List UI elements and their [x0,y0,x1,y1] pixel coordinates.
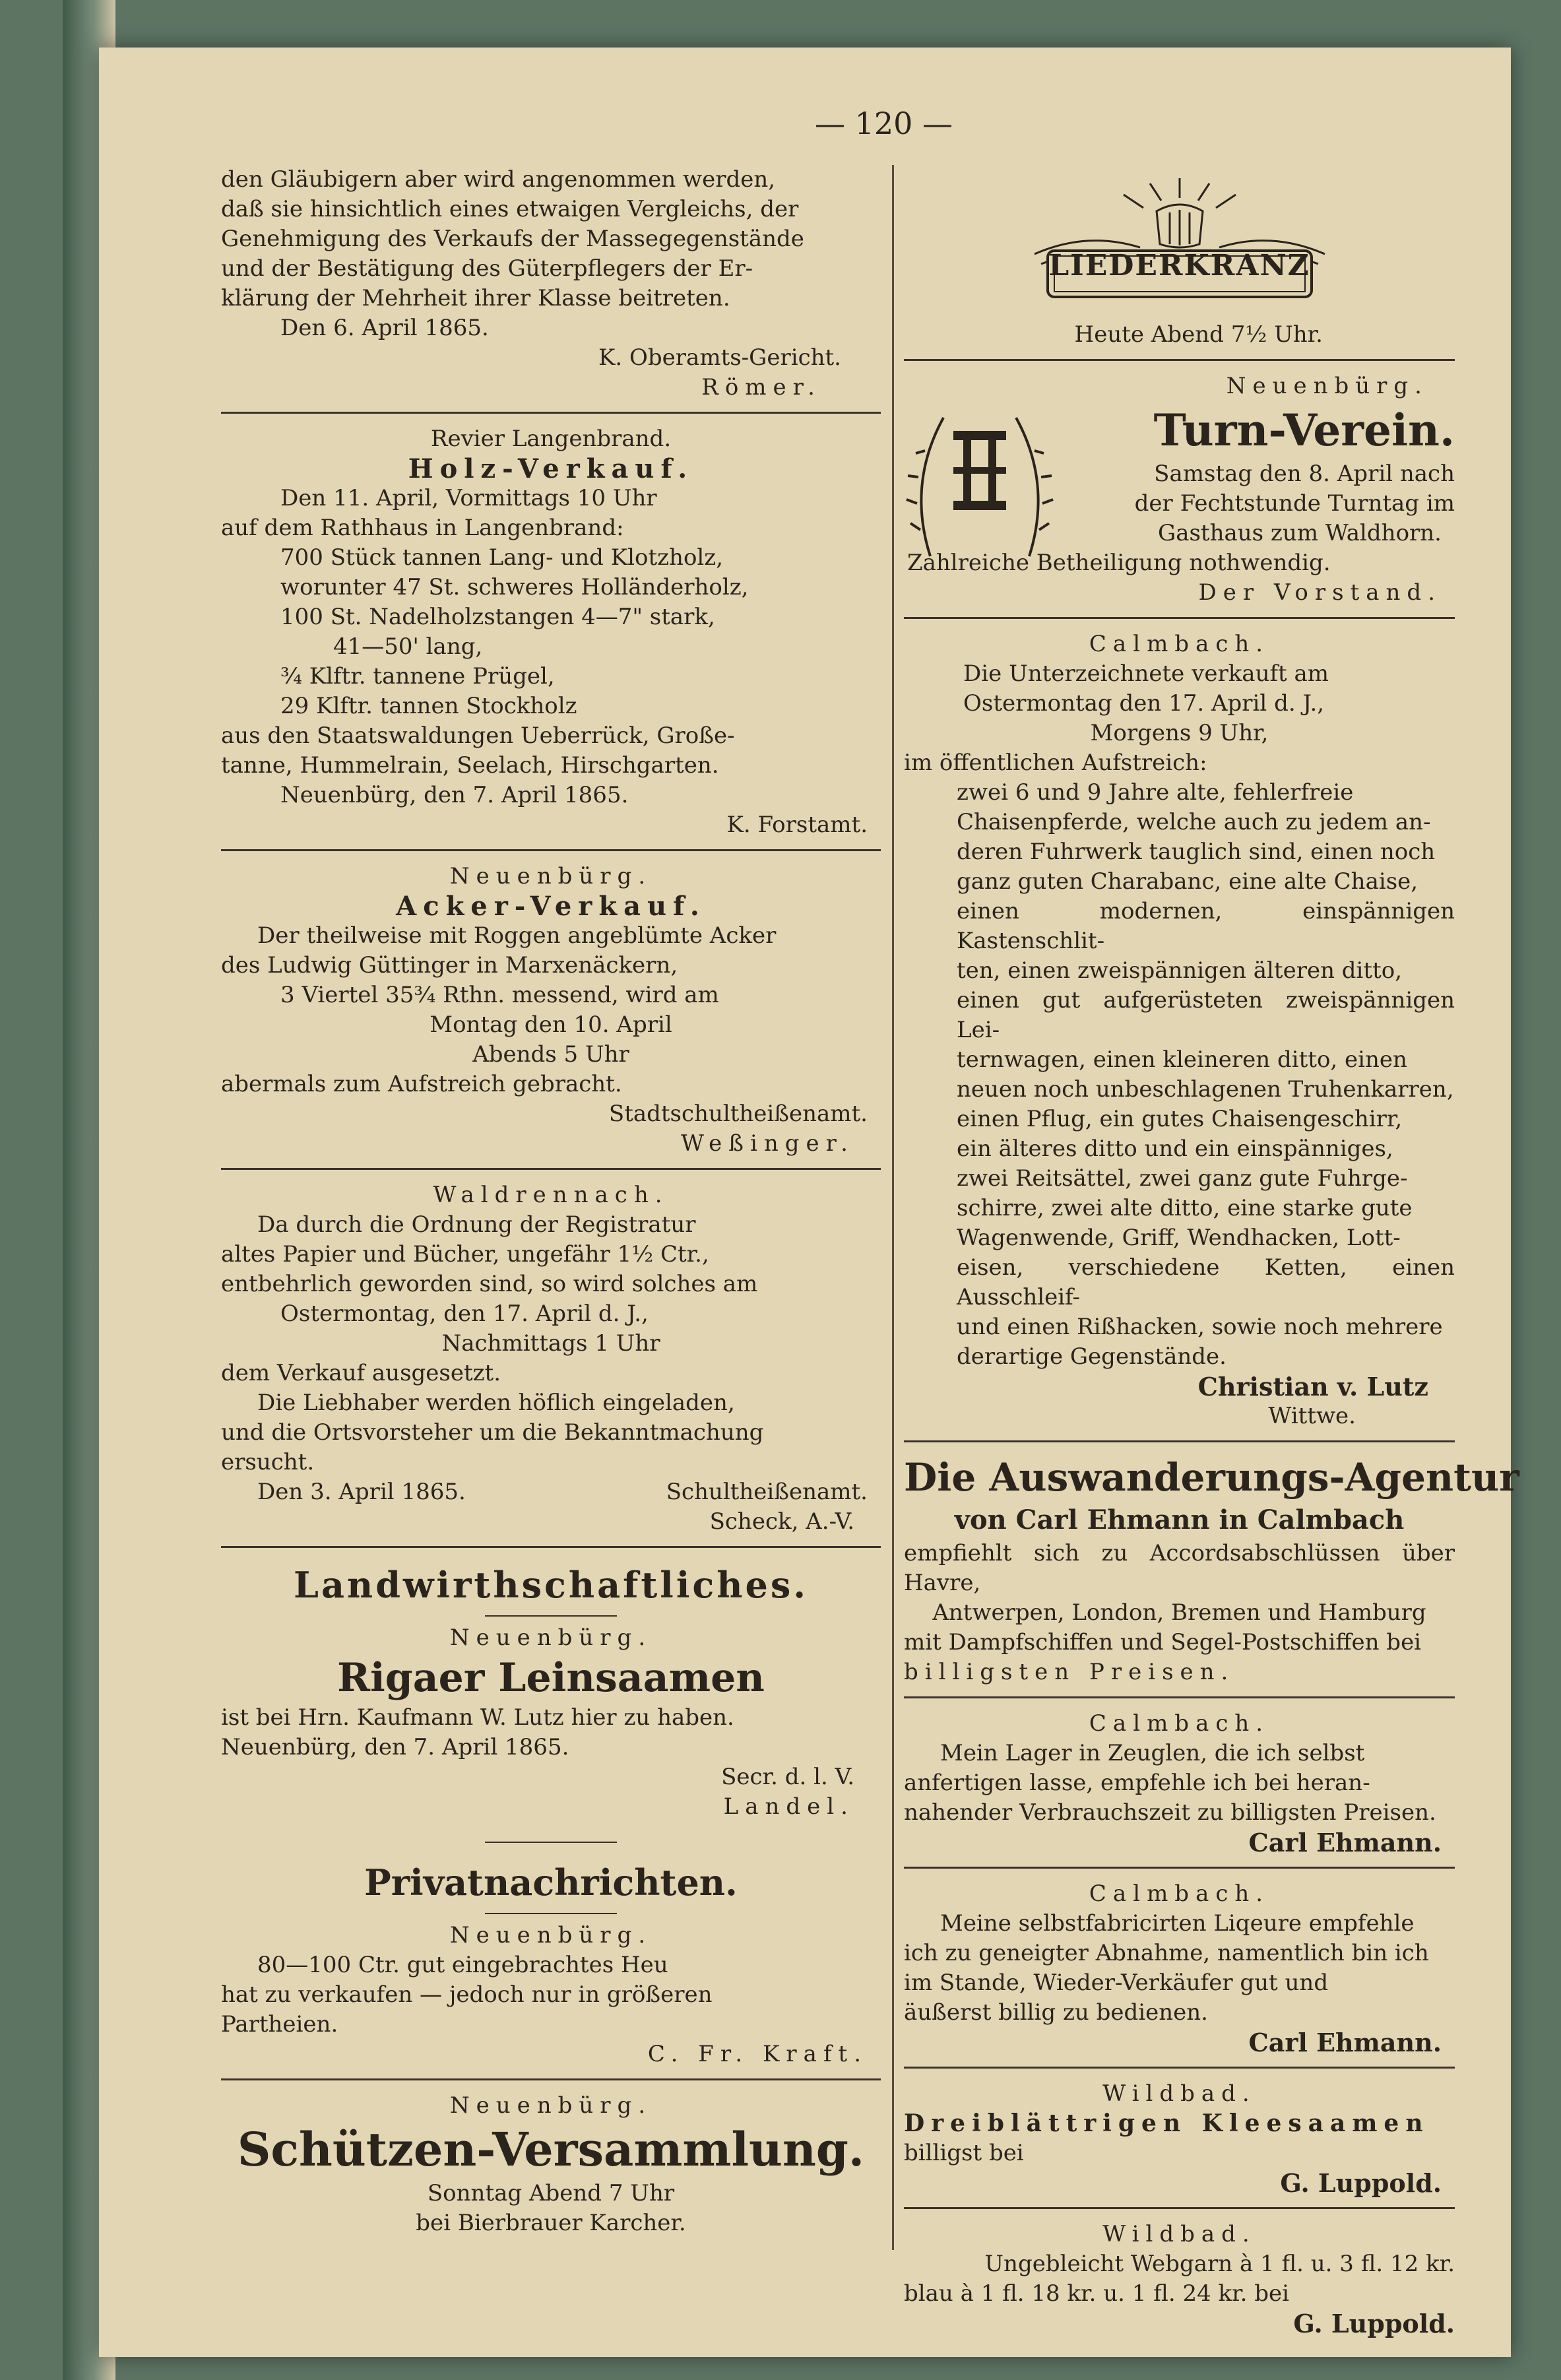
agentur-subtitle: von Carl Ehmann in Calmbach [954,1504,1405,1535]
waldrennach-line: dem Verkauf ausgesetzt. [221,1360,501,1386]
wildbad-place: Wildbad. [1102,2080,1256,2107]
intro-signature: K. Oberamts-Gericht. [598,344,841,371]
calmbach-item: zwei 6 und 9 Jahre alte, fehlerfreie [957,779,1354,806]
landwirth-heading: Landwirthschaftliches. [293,1564,809,1606]
calmbach-item: einen gut aufgerüsteten zweispännigen Lei- [957,987,1455,1043]
calmbach-line: anfertigen lasse, empfehle ich bei heran- [904,1770,1370,1796]
calmbach-item: neuen noch unbeschlagenen Truhenkarren, [957,1076,1454,1103]
privat-line: Partheien. [221,2011,338,2038]
turn-signature: Der Vorstand. [1198,579,1442,606]
calmbach-line: Die Unterzeichnete verkauft am [963,660,1329,687]
calmbach-item: zwei Reitsättel, zwei ganz gute Fuhrge- [957,1165,1408,1192]
section-rule [221,1168,881,1170]
calmbach-line: Morgens 9 Uhr, [1090,720,1269,746]
calmbach-item: ein älteres ditto und ein einspänniges, [957,1136,1393,1162]
calmbach-place: Calmbach. [1089,1881,1270,1907]
waldrennach-line: Ostermontag, den 17. April d. J., [280,1301,649,1327]
section-rule [904,617,1455,619]
calmbach-item-list [904,778,1455,1372]
wildbad-signature: G. Luppold. [1280,2168,1442,2198]
acker-place: Neuenbürg. [449,863,653,889]
acker-line: Montag den 10. April [430,1012,672,1038]
section-rule [221,1546,881,1548]
acker-line: Abends 5 Uhr [472,1041,629,1068]
holz-line: 41—50' lang, [333,633,483,660]
calmbach-line: nahender Verbrauchszeit zu billigsten Preisen. [904,1799,1436,1826]
calmbach-item: Wagenwende, Griff, Wendhacken, Lott- [957,1225,1401,1251]
privat-line: hat zu verkaufen — jedoch nur in größeren [221,1981,713,2008]
heading-rule [485,1615,617,1617]
holz-line: Neuenbürg, den 7. April 1865. [280,782,629,808]
privat-heading: Privatnachrichten. [364,1861,738,1904]
schuetzen-line: bei Bierbrauer Karcher. [416,2210,686,2236]
section-rule [904,1867,1455,1869]
wildbad-line: Dreiblättrigen Kleesaamen [904,2109,1430,2137]
wildbad-line: Ungebleicht Webgarn à 1 fl. u. 3 fl. 12 kr. [984,2251,1455,2277]
agentur-line: mit Dampfschiffen und Segel-Postschiffen bei [904,1629,1422,1656]
waldrennach-notice [221,1180,881,1537]
calmbach-liqeure-notice [904,1879,1455,2057]
calmbach-place: Calmbach. [1089,631,1270,657]
liederkranz-time: Heute Abend 7½ Uhr. [1074,321,1323,348]
agentur-line: billigsten Preisen. [904,1659,1235,1685]
schuetzen-place: Neuenbürg. [449,2092,653,2119]
waldrennach-line: Die Liebhaber werden höflich eingeladen, [257,1390,735,1416]
turn-line: der Fechtstunde Turntag im [1134,490,1455,517]
landwirth-title: Rigaer Leinsaamen [337,1655,765,1701]
waldrennach-place: Waldrennach. [433,1182,669,1208]
calmbach-item: ten, einen zweispännigen älteren ditto, [957,957,1403,984]
turn-line: Samstag den 8. April nach [1154,461,1455,487]
schuetzen-title: Schützen-Versammlung. [237,2122,865,2177]
wildbad-place: Wildbad. [1102,2221,1256,2247]
calmbach-item: derartige Gegenstände. [957,1343,1226,1370]
waldrennach-date: Den 3. April 1865. [257,1479,466,1505]
turn-wreath-emblem [904,385,1056,583]
schuetzen-line: Sonntag Abend 7 Uhr [427,2180,675,2206]
wildbad-webgarn-notice [904,2220,1455,2338]
right-column [904,172,1519,2338]
waldrennach-line: altes Papier und Bücher, ungefähr 1½ Ctr., [221,1241,709,1268]
schuetzen-notice [221,2091,881,2238]
waldrennach-signature-name: Scheck, A.-V. [709,1508,854,1535]
calmbach-item: ganz guten Charabanc, eine alte Chaise, [957,868,1418,895]
section-rule [221,412,881,414]
calmbach-line: im Stande, Wieder-Verkäufer gut und [904,1970,1329,1996]
waldrennach-line: Da durch die Ordnung der Registratur [257,1211,696,1238]
acker-title: Acker-Verkauf. [396,891,706,922]
acker-line: abermals zum Aufstreich gebracht. [221,1071,622,1097]
section-rule [904,2067,1455,2069]
section-rule [904,359,1455,361]
intro-line: Genehmigung des Verkaufs der Massegegenstände [221,226,804,252]
privat-place: Neuenbürg. [449,1922,653,1948]
landwirth-line: Neuenbürg, den 7. April 1865. [221,1734,569,1760]
turn-line: Zahlreiche Betheiligung nothwendig. [907,550,1331,576]
calmbach-zeuglen-notice [904,1709,1455,1857]
holz-signature: K. Forstamt. [726,812,868,838]
liederkranz-lyre-logo [1008,172,1351,323]
calmbach-item: eisen, verschiedene Ketten, einen Ausschleif- [957,1254,1455,1310]
calmbach-item: deren Fuhrwerk tauglich sind, einen noch [957,839,1436,865]
calmbach-item: schirre, zwei alte ditto, eine starke gute [957,1195,1413,1221]
page-number: — 120 — [815,106,953,141]
agentur-line: Antwerpen, London, Bremen und Hamburg [932,1599,1426,1626]
acker-line: Der theilweise mit Roggen angeblümte Acker [257,922,777,949]
section-rule [904,1696,1455,1698]
waldrennach-line: entbehrlich geworden sind, so wird solches am [221,1271,758,1297]
calmbach-line: im öffentlichen Aufstreich: [904,750,1207,776]
calmbach-line: Ostermontag den 17. April d. J., [963,690,1325,717]
wildbad-line: billigst bei [904,2140,1024,2166]
turn-line: Gasthaus zum Waldhorn. [1158,520,1442,546]
holz-place: Revier Langenbrand. [430,426,672,452]
section-rule [904,2207,1455,2209]
holz-line: worunter 47 St. schweres Holländerholz, [280,574,749,600]
agentur-notice [904,1453,1519,1687]
landwirth-place: Neuenbürg. [449,1624,653,1651]
intro-line: daß sie hinsichtlich eines etwaigen Vergleichs, der [221,196,799,222]
calmbach-line: Mein Lager in Zeuglen, die ich selbst [940,1740,1365,1766]
wildbad-signature: G. Luppold. [1293,2309,1455,2338]
waldrennach-line: und die Ortsvorsteher um die Bekanntmachung [221,1419,764,1446]
privat-line: 80—100 Ctr. gut eingebrachtes Heu [257,1952,668,1978]
calmbach-line: ich zu geneigter Abnahme, namentlich bin ich [904,1940,1429,1966]
holz-line: aus den Staatswaldungen Ueberrück, Großе- [221,723,735,749]
column-divider [892,165,894,2250]
privat-signature: C. Fr. Kraft. [647,2041,868,2067]
agentur-title: Die Auswanderungs-Agentur [904,1455,1519,1500]
liederkranz-banner: LIEDERKRANZ [1048,249,1310,282]
turn-title: Turn-Verein. [1153,404,1455,456]
holz-title: Holz-Verkauf. [408,453,694,484]
turn-place: Neuenbürg. [1226,373,1428,399]
calmbach-signature: Carl Ehmann. [1248,1828,1442,1857]
acker-signature-name: Weßinger. [681,1130,854,1157]
calmbach-line: Meine selbstfabricirten Liqeure empfehle [940,1910,1415,1937]
section-rule [221,2078,881,2080]
calmbach-item: einen modernen, einspännigen Kastenschlit- [957,898,1455,954]
calmbach-auction-notice [904,629,1455,1431]
calmbach-item: und einen Rißhacken, sowie noch mehrere [957,1314,1443,1340]
holz-line: Den 11. April, Vormittags 10 Uhr [280,485,657,511]
landwirth-line: ist bei Hrn. Kaufmann W. Lutz hier zu haben. [221,1704,734,1731]
section-rule [221,849,881,851]
calmbach-place: Calmbach. [1089,1710,1270,1737]
waldrennach-line: Nachmittags 1 Uhr [441,1330,660,1357]
holz-line: auf dem Rathhaus in Langenbrand: [221,515,624,541]
intro-date: Den 6. April 1865. [280,315,489,341]
intro-notice [221,165,881,402]
intro-signature-name: Römer. [701,374,821,401]
calmbach-signature-role: Wittwe. [1268,1403,1356,1429]
calmbach-line: äußerst billig zu bedienen. [904,1999,1208,2026]
intro-line: den Gläubigern aber wird angenommen werden, [221,166,776,193]
intro-line: klärung der Mehrheit ihrer Klasse beitreten. [221,285,730,311]
calmbach-signature: Christian v. Lutz [1197,1372,1428,1401]
calmbach-signature: Carl Ehmann. [1248,2028,1442,2057]
holz-line: 100 St. Nadelholzstangen 4—7" stark, [280,604,715,630]
calmbach-item: einen Pflug, ein gutes Chaisengeschirr, [957,1106,1403,1132]
landwirth-section [221,1559,881,1822]
waldrennach-signature: Schultheißenamt. [666,1479,868,1505]
calmbach-item: ternwagen, einen kleineren ditto, einen [957,1046,1407,1073]
acker-line: des Ludwig Güttinger in Marxenäckern, [221,952,678,979]
holz-notice [221,424,881,840]
section-rule [485,1842,617,1843]
acker-signature: Stadtschultheißenamt. [608,1101,868,1127]
calmbach-item: Chaisenpferde, welche auch zu jedem an- [957,809,1431,835]
turn-notice [904,371,1455,608]
intro-line: und der Bestätigung des Güterpflegers der Er- [221,255,753,282]
liederkranz-notice [904,172,1455,350]
acker-notice [221,862,881,1159]
landwirth-signature-name: Landel. [723,1793,854,1820]
waldrennach-line: ersucht. [221,1449,315,1475]
wildbad-line: blau à 1 fl. 18 kr. u. 1 fl. 24 kr. bei [904,2280,1290,2307]
landwirth-signature: Secr. d. l. V. [721,1764,854,1790]
section-rule [904,1440,1455,1442]
left-column [221,165,881,2238]
holz-line: 29 Klftr. tannen Stockholz [280,693,577,719]
wildbad-klee-notice [904,2079,1455,2198]
acker-line: 3 Viertel 35¾ Rthn. messend, wird am [280,982,719,1008]
heading-rule [485,1913,617,1914]
holz-line: 700 Stück tannen Lang- und Klotzholz, [280,544,724,571]
agentur-line: empfiehlt sich zu Accordsabschlüssen über Havre, [904,1540,1455,1596]
holz-line: tanne, Hummelrain, Seelach, Hirschgarten. [221,752,719,779]
privat-section [221,1856,881,2069]
holz-line: ¾ Klftr. tannene Prügel, [280,663,555,690]
